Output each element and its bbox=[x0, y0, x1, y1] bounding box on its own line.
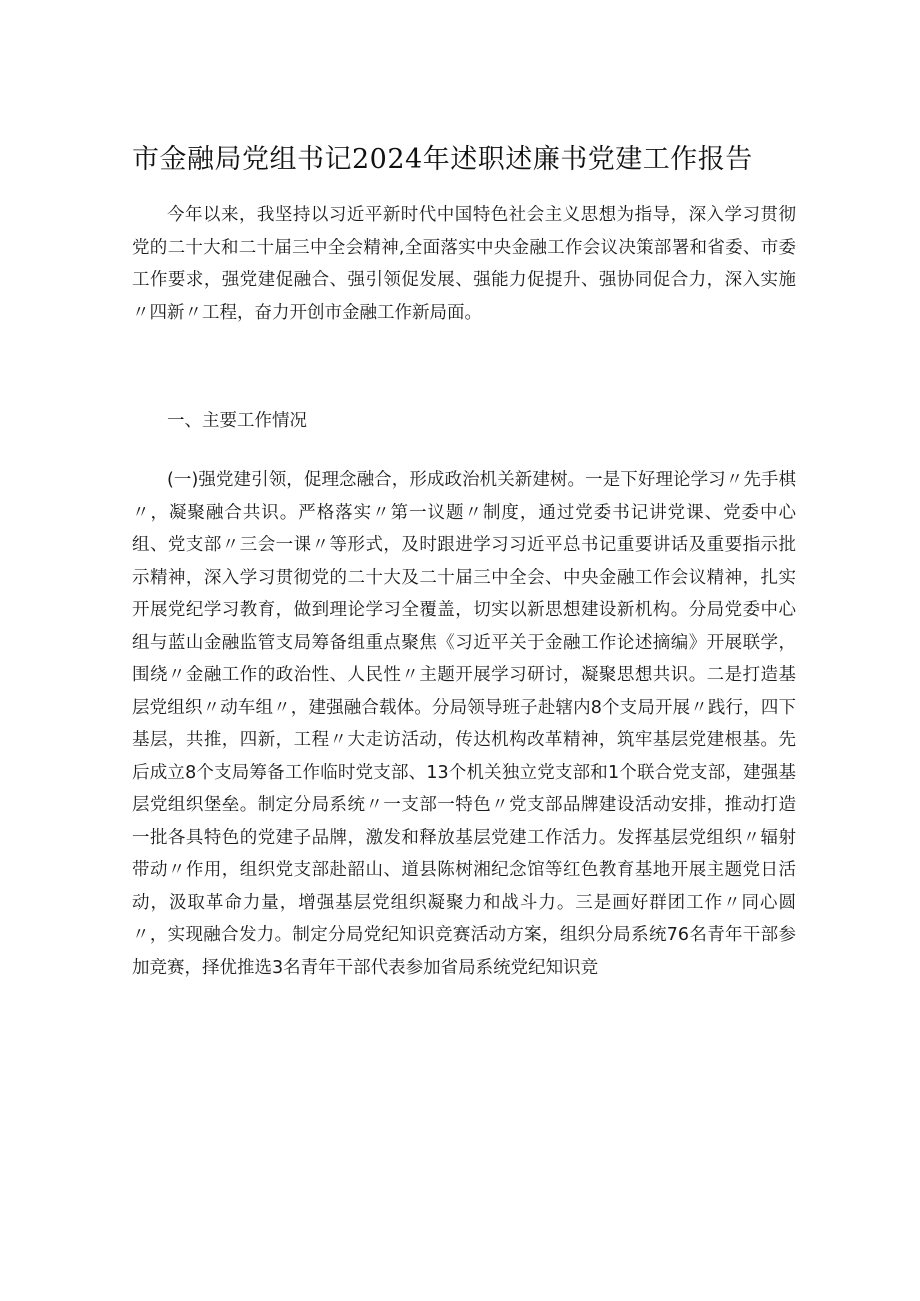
section-1-paragraph: (一)强党建引领，促理念融合，形成政治机关新建树。一是下好理论学习〃先手棋〃，凝聚融合共识。严格落实〃第一议题〃制度，通过党委书记讲党课、党委中心组、党支部〃三会一课〃等形式，及时跟进学习习近平总书记重要讲话及重要指示批示精神，深入学习贯彻党的二十大及二十届三中全会、中央金融工作会议精神，扎实开展党纪学习教育，做到理论学习全覆盖，切实以新思想建设新机构。分局党委中心组与蓝山金融监管支局筹备组重点聚焦《习近平关于金融工作论述摘编》开展联学，围绕〃金融工作的政治性、人民性〃主题开展学习研讨，凝聚思想共识。二是打造基层党组织〃动车组〃，建强融合载体。分局领导班子赴辖内8个支局开展〃践行，四下基层，共推，四新，工程〃大走访活动，传达机构改革精神，筑牢基层党建根基。先后成立8个支局筹备工作临时党支部、13个机关独立党支部和1个联合党支部，建强基层党组织堡垒。制定分局系统〃一支部一特色〃党支部品牌建设活动安排，推动打造一批各具特色的党建子品牌，激发和释放基层党建工作活力。发挥基层党组织〃辐射带动〃作用，组织党支部赴韶山、道县陈树湘纪念馆等红色教育基地开展主题党日活动，汲取革命力量，增强基层党组织凝聚力和战斗力。三是画好群团工作〃同心圆〃，实现融合发力。制定分局党纪知识竞赛活动方案，组织分局系统76名青年干部参加竞赛，择优推选3名青年干部代表参加省局系统党纪知识竞 bbox=[132, 470, 796, 978]
section-heading-main-work: 一、主要工作情况 bbox=[167, 411, 307, 431]
document-title: 市金融局党组书记2024年述职述廉书党建工作报告 bbox=[132, 144, 753, 175]
intro-paragraph: 今年以来，我坚持以习近平新时代中国特色社会主义思想为指导，深入学习贯彻党的二十大和二十届三中全会精神,全面落实中央金融工作会议决策部署和省委、市委工作要求，强党建促融合、强引领促发展、强能力促提升、强协同促合力，深入实施〃四新〃工程，奋力开创市金融工作新局面。 bbox=[132, 205, 796, 323]
